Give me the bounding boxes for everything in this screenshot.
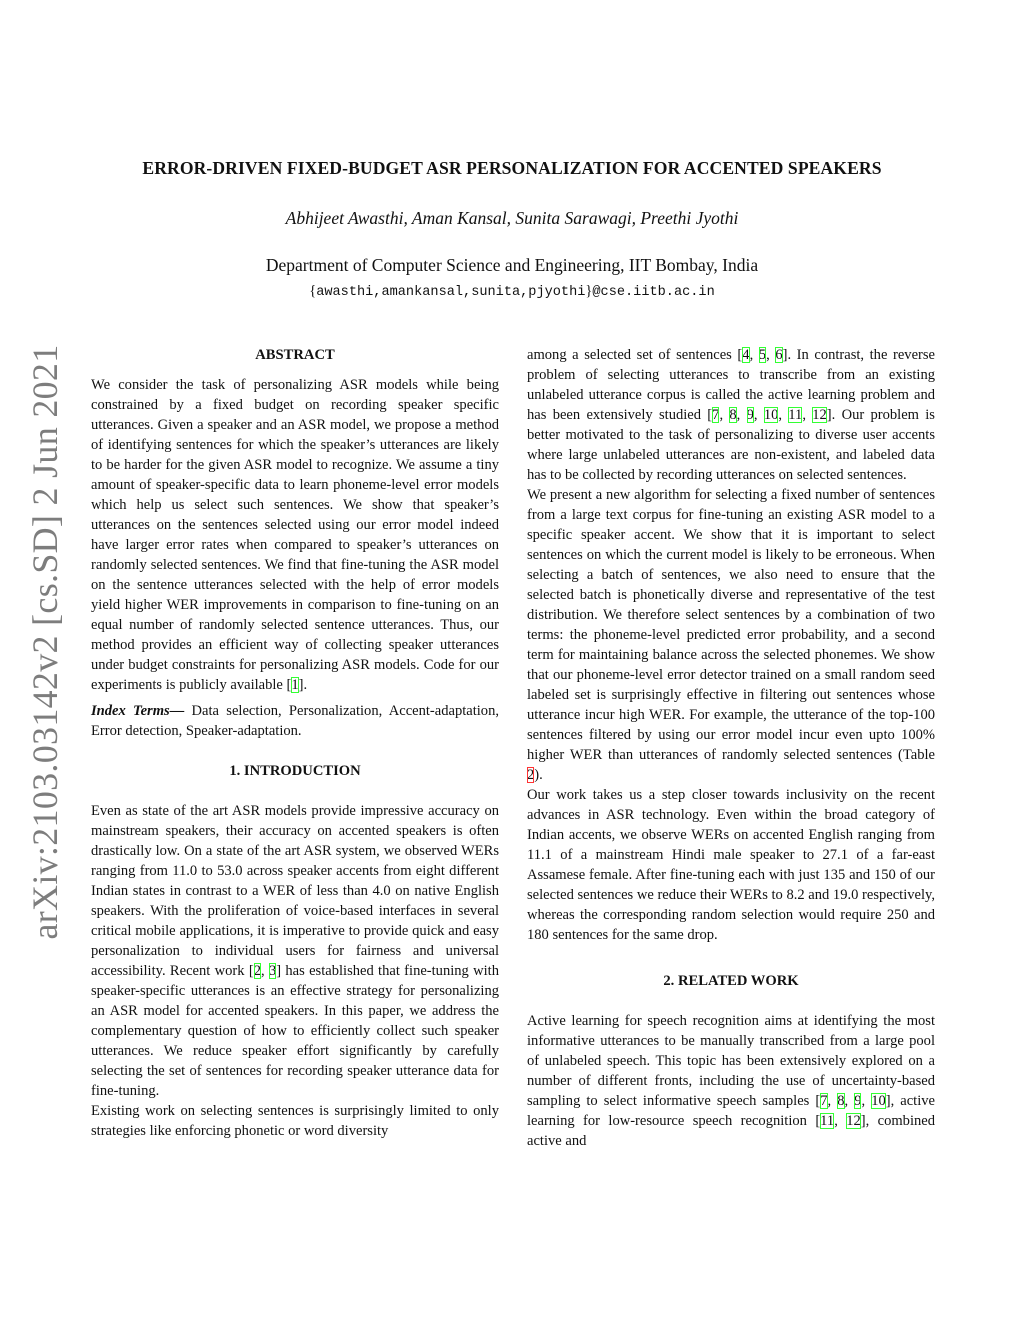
table-link[interactable]: 2 xyxy=(527,767,535,783)
citation-link[interactable]: 1 xyxy=(291,677,299,693)
abstract-heading: ABSTRACT xyxy=(255,347,335,363)
email-domain: @cse.iitb.ac.in xyxy=(592,285,715,300)
index-terms-label: Index Terms— xyxy=(91,703,185,719)
arxiv-stamp: arXiv:2103.03142v2 [cs.SD] 2 Jun 2021 xyxy=(25,344,65,940)
paper-title: ERROR-DRIVEN FIXED-BUDGET ASR PERSONALIZATION FOR ACCENTED SPEAKERS xyxy=(142,158,882,178)
related-work-paragraph: Active learning for speech recognition aims at identifying the most informative utterances to be manually transcribed from a large pool of unlabeled speech. This topic has been extensively explored on a number of different fronts, including the use of uncertainty-based sampling to select informative speech samples [7, 8, 9, 10], active learning for low-resource speech recognition [11, 12], combined active and xyxy=(527,1013,935,1149)
introduction-heading: 1. INTRODUCTION xyxy=(229,763,361,779)
intro-paragraph: We present a new algorithm for selecting a fixed number of sentences from a large text corpus for fine-tuning an existing ASR model to a specific speaker accent. We show that it is important to select sentences on which the current model is likely to be erroneous. When selecting a batch of sentences, we also need to ensure that the selected batch is phonetically diverse and representative of the test distribution. We therefore select sentences by a combination of two terms: the phoneme-level predicted error probability, and a second term for maintaining balance across the selected phonemes. We show that our phoneme-level error detector trained on a small random seed labeled set is surprisingly effective in filtering out sentences whose utterance incur high WER. For example, the utterance of the top-100 sentences filtered by using our error model incur even upto 100% higher WER than utterances of randomly selected sentences (Table 2). xyxy=(527,487,935,783)
citation-link[interactable]: 4 xyxy=(742,347,750,363)
citation-link[interactable]: 12 xyxy=(812,407,827,423)
citation-link[interactable]: 10 xyxy=(871,1093,886,1109)
citation-link[interactable]: 9 xyxy=(746,407,754,423)
index-terms: Index Terms— Data selection, Personalization, Accent-adaptation, Error detection, Speaker-adaptation. xyxy=(91,703,499,739)
citation-link[interactable]: 8 xyxy=(837,1093,845,1109)
citation-link[interactable]: 10 xyxy=(763,407,779,423)
citation-link[interactable]: 9 xyxy=(854,1093,862,1109)
abstract-text: We consider the task of personalizing ASR models while being constrained by a fixed budget on recording speaker specific utterances. Given a speaker and an ASR model, we propose a method of identifying sentences for which the speaker’s utterances are likely to be harder for the given ASR model to recognize. We assume a tiny amount of speaker-specific data to learn phoneme-level error models which help us select such sentences. We show that speaker’s utterances on the sentences selected using our error model indeed have larger error rates when compared to speaker’s utterances on randomly selected sentences. We find that fine-tuning the ASR model on the sentence utterances selected with the help of error models yield higher WER improvements in comparison to fine-tuning on an equal number of randomly selected sentence utterances. Thus, our method provides an efficient way of collecting speaker utterances under budget constraints for personalizing ASR models. Code for our experiments is publicly available [1]. xyxy=(91,377,499,693)
citation-link[interactable]: 7 xyxy=(712,407,720,423)
email-brace-close: } xyxy=(585,283,593,299)
intro-paragraph: among a selected set of sentences [4, 5, 6]. In contrast, the reverse problem of selecting utterances to transcribe from an existing unlabeled utterance corpus is called the active learning problem and has been extensively studied [7, 8, 9, 10, 11, 12]. Our problem is better motivated to the task of personalizing to diverse user accents where large unlabeled utterances are non-existent, and labeled data has to be collected by recording utterances on selected sentences. xyxy=(527,347,935,483)
right-column xyxy=(527,345,935,1151)
intro-paragraph: Our work takes us a step closer towards inclusivity on the recent advances in ASR technology. Even within the broad category of Indian accents, we observe WERs on accented English ranging from 11.1 of a mainstream Hindi male speaker to 27.1 of a far-east Assamese female. After fine-tuning each with just 135 and 150 of our selected sentences we reduce their WERs to 8.2 and 19.0 respectively, whereas the corresponding random selection would require 250 and 180 sentences for the same drop. xyxy=(527,787,935,943)
related-work-heading: 2. RELATED WORK xyxy=(663,973,799,989)
citation-link[interactable]: 5 xyxy=(758,347,767,363)
citation-link[interactable]: 2 xyxy=(253,963,261,979)
email-brace-open: { xyxy=(309,283,317,299)
intro-paragraph: Even as state of the art ASR models provide impressive accuracy on mainstream speakers, their accuracy on accented speakers is often drastically low. On a state of the art ASR system, we observed WERs ranging from 11.0 to 53.0 across speaker accents from eight different Indian states in contrast to a WER of less than 4.0 on native English speakers. With the proliferation of voice-based interfaces in several critical mobile applications, it is imperative to provide quick and easy personalization to individual users for fairness and universal accessibility. Recent work [2, 3] has established that fine-tuning with speaker-specific utterances is an effective strategy for personalizing an ASR model for accented speakers. In this paper, we address the complementary question of how to efficiently collect such speaker utterances. We reduce speaker effort significantly by carefully selecting the set of sentences for recording speaker utterance data for fine-tuning. xyxy=(91,803,499,1099)
intro-paragraph: Existing work on selecting sentences is surprisingly limited to only strategies like enforcing phonetic or word diversity xyxy=(91,1103,499,1139)
authors: Abhijeet Awasthi, Aman Kansal, Sunita Sarawagi, Preethi Jyothi xyxy=(285,208,739,228)
citation-link[interactable]: 11 xyxy=(788,407,803,423)
citation-link[interactable]: 6 xyxy=(775,347,783,363)
citation-link[interactable]: 11 xyxy=(820,1113,835,1129)
citation-link[interactable]: 3 xyxy=(268,963,277,979)
author-emails xyxy=(0,283,1024,300)
citation-link[interactable]: 8 xyxy=(729,407,737,423)
left-column xyxy=(91,345,499,1141)
citation-link[interactable]: 12 xyxy=(846,1113,861,1129)
affiliation: Department of Computer Science and Engineering, IIT Bombay, India xyxy=(265,255,759,275)
citation-link[interactable]: 7 xyxy=(820,1093,828,1109)
email-users: awasthi,amankansal,sunita,pjyothi xyxy=(316,285,586,300)
